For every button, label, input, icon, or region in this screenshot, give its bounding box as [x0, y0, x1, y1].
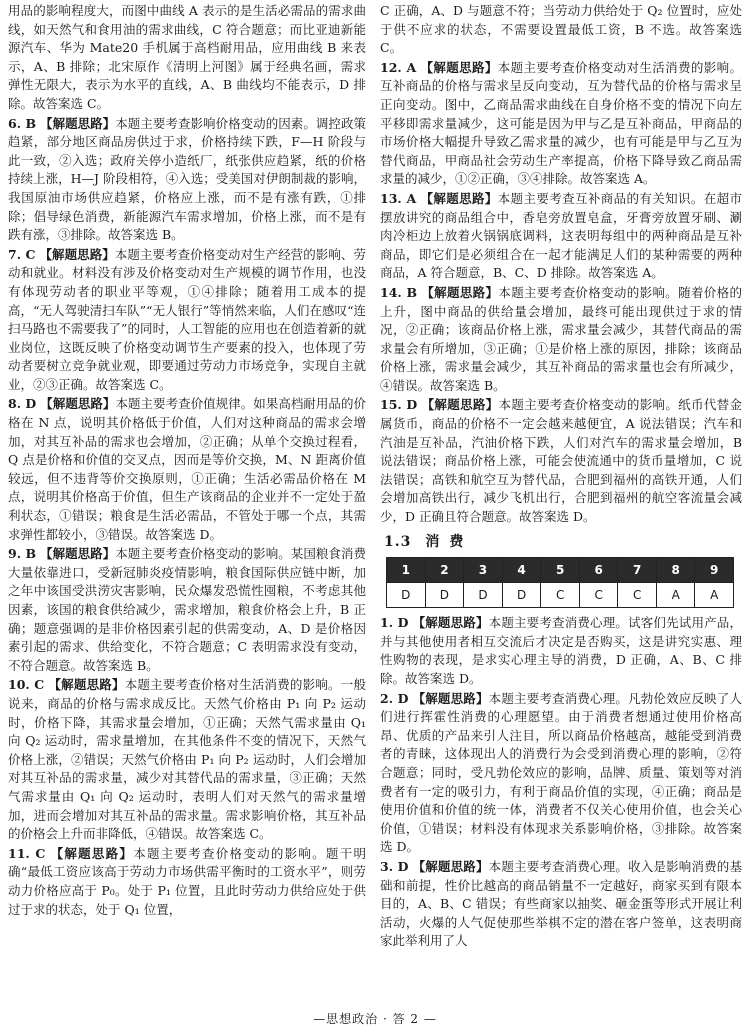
item-number: 7. C — [8, 246, 36, 262]
item-lead: 【解题思路】 — [421, 397, 499, 413]
item-text: 本题主要考查价格变动的影响。某国粮食消费大量依靠进口，受新冠肺炎疫情影响，粮食国际供应链中断，加之年中该国受洪涝灾害影响，民众爆发恐慌性囤粮，不考虑其他因素，该国的粮食供给减少，需求增加，粮食价格会上升，B 正确；题意强调的是非价格因素引起的供需变动，A、D 是价格因素引起的需求、供给变化，不符合题意；C 表明需求没有变动，不符合题意。故答案选 B。 — [8, 546, 366, 673]
item-number: 6. B — [8, 115, 37, 131]
answer-cell: D — [502, 583, 541, 608]
answer-item-1-3-1 — [380, 614, 742, 688]
question-number-cell: 3 — [464, 558, 503, 583]
item-number: 13. A — [380, 190, 417, 206]
answer-item-12 — [380, 59, 742, 189]
answer-table — [386, 557, 734, 608]
answer-item-11 — [8, 845, 366, 919]
item-lead: 【解题思路】 — [40, 546, 116, 562]
answer-item-14 — [380, 284, 742, 396]
item-text: 本题主要考查消费心理。凡勃伦效应反映了人们进行挥霍性消费的心理愿望。由于消费者想通过使用价格高昂、优质的产品来引人注目，所以商品价格越高，越能受到消费者的青睐，这体现出人的消费行为会受到消费心理的影响，②符合题意；同时，受凡勃伦效应的影响，品牌、质量、策划等对消费者有一定的吸引力，有利于商品价值的实现，④正确；商品是使用价值和价值的统一体，消费者不仅关心使用价值，也会关心价值，①错误；材料没有体现求关系影响价格，③排除。故答案选 D。 — [380, 690, 742, 855]
section-name: 消费 — [425, 533, 474, 550]
item-number: 15. D — [380, 397, 418, 413]
item-lead: 【解题思路】 — [48, 677, 125, 693]
item-text: 本题主要考查价格变动的影响。纸币代替金属货币，商品的价格不一定会越来越便宜，A 说法错误；汽车和汽油是互补品，汽油价格下跌，人们对汽车的需求量会增加，B 说法错误；商品价格上涨，可能会使流通中的货币量增加，C 说法错误；高铁和航空互为替代品，合肥到福州的高铁开通，人们会增加高铁出行，减少飞机出行，合肥到福州的航空客流量会减少，D 正确且符合题意。故答案选 D。 — [380, 397, 742, 525]
answer-cell: C — [579, 583, 618, 608]
answer-item-13 — [380, 190, 742, 283]
item-number: 3. D — [380, 858, 409, 874]
item-text: 用品的影响程度大，而图中曲线 A 表示的是生活必需品的需求曲线，如天然气和食用油的需求曲线，C 符合题意；而比亚迪新能源汽车、华为 Mate20 手机属于高档耐用品，应用曲线 B 来表示，A、B 排除；北宋原作《清明上河图》属于经典名画，需求弹性无限大，表示为水平的直线，A、B 曲线均不能表示，D 排除。故答案选 C。 — [8, 3, 366, 111]
answer-cell: D — [425, 583, 464, 608]
item-lead: 【解题思路】 — [39, 246, 115, 262]
answer-item-15 — [380, 396, 742, 526]
answer-cell: D — [464, 583, 503, 608]
item-lead: 【解题思路】 — [420, 190, 498, 206]
item-number: 9. B — [8, 546, 37, 562]
item-text: 本题主要考查影响价格变动的因素。调控政策趋紧，部分地区商品房供过于求，价格持续下跌，F—H 阶段与此一致，②入选；政府关停小造纸厂，纸张供应趋紧，纸的价格持续上涨，H—J 阶段相符，④入选；受美国对伊朗制裁的影响，我国原油市场供应趋紧，价格应上涨，而不是有涨有跌，①排除；倡导绿色消费，新能源汽车需求增加，价格上涨，而不是有跌有涨，③排除。故答案选 B。 — [8, 115, 366, 243]
answer-item-1-3-2 — [380, 690, 742, 857]
answer-item-9 — [8, 545, 366, 675]
answer-cell: A — [656, 583, 695, 608]
item-text: C 正确，A、D 与题意不符；当劳动力供给处于 Q₂ 位置时，应处于供不应求的状态，不需要设置最低工资，B 不选。故答案选 C。 — [380, 3, 742, 56]
item-text: 本题主要考查价格变动对生产经营的影响、劳动和就业。材料没有涉及价格变动对生产规模的调节作用，也没有体现劳动者的职业平等观，①④排除；随着用工成本的提高，“无人驾驶清扫车队”“无人银行”等悄然来临，人们在感叹“连扫马路也不需要我了”的同时，人工智能的应用也在创造着新的就业岗位，这既反映了价格变动调节生产要素的投入，也体现了劳动者要树立竞争就业观，即要通过劳动力市场竞争，实现自主就业，②③正确。故答案选 C。 — [8, 246, 366, 392]
answer-item-8 — [8, 395, 366, 544]
answer-item-1-3-3 — [380, 858, 742, 951]
answer-table-header-row — [387, 558, 734, 583]
answer-item-6 — [8, 115, 366, 245]
answer-cell: D — [387, 583, 426, 608]
answer-item-10 — [8, 676, 366, 843]
item-number: 10. C — [8, 677, 45, 693]
item-lead: 【解题思路】 — [50, 845, 134, 861]
section-title — [384, 533, 742, 552]
question-number-cell: 9 — [695, 558, 734, 583]
item-lead: 【解题思路】 — [412, 615, 489, 631]
answer-item-7 — [8, 246, 366, 395]
item-text: 本题主要考查价格对生活消费的影响。一般说来，商品的价格与需求成反比。天然气价格由 P₁ 向 P₂ 运动时，价格下降，其需求量会增加，①正确；天然气需求量由 Q₁ 向 Q₂ 运动时，需求量增加，在其他条件不变的情况下，天然气价格上涨，②错误；天然气价格由 P₁ 向 P₂ 运动时，人们会增加对其互补品的需求量，减少对其替代品的需求量，③正确；天然气需求量由 Q₁ 向 Q₂ 运动时，表明人们对天然气的需求量增加，进而会增加对其互补品的需求量。需求影响价格，其互补品的价格会上升而非降低，④错误。故答案选 C。 — [8, 677, 366, 842]
item-number: 1. D — [380, 615, 409, 631]
item-number: 2. D — [380, 690, 409, 706]
question-number-cell: 4 — [502, 558, 541, 583]
answer-item-5-cont — [8, 2, 366, 114]
item-lead: 【解题思路】 — [412, 858, 489, 874]
item-number: 11. C — [8, 845, 46, 861]
answer-cell: A — [695, 583, 734, 608]
question-number-cell: 5 — [541, 558, 580, 583]
item-text: 本题主要考查消费心理。试客们先试用产品，并与其他使用者相互交流后才决定是否购买，这是讲究实惠、理性购物的表现，是求实心理主导的消费，D 正确，A、B、C 排除。故答案选 D。 — [380, 615, 742, 686]
answer-table-answer-row — [387, 583, 734, 608]
page-footer: —思想政治 · 答 2 — — [313, 1012, 437, 1026]
item-lead: 【解题思路】 — [40, 115, 116, 131]
left-column — [8, 2, 366, 1002]
section-number: 1.3 — [384, 533, 412, 550]
item-text: 本题主要考查价格变动对生活消费的影响。互补商品的价格与需求呈反向变动，互为替代品的价格与需求呈正向变动。图中，乙商品需求曲线在自身价格不变的情况下向左平移即需求量减少，这可能是因为甲与乙是互补商品，甲商品的市场价格大幅提升导致乙需求量的减少，也有可能是甲与乙互为替代商品，甲商品社会劳动生产率提高，价格下降导致乙商品需求量的减少，①②正确，③④排除。故答案选 A。 — [380, 59, 742, 187]
answer-cell: C — [541, 583, 580, 608]
item-number: 14. B — [380, 284, 418, 300]
answer-cell: C — [618, 583, 657, 608]
item-text: 本题主要考查价值规律。如果高档耐用品的价格在 N 点，说明其价格低于价值，人们对这种商品的需求会增加，对其互补品的需求也会增加，②正确；从单个交换过程看，Q 点是价格和价值的交叉点，因而是等价交换，M、N 距离价值较远，但不违背等价交换原则，①正确；生活必需品价格在 M 点，说明其价格高于价值，但生产该商品的企业并不一定处于盈利状态，①错误；粮食是生活必需品，不管处于哪一个点，其需求弹性都较小，③错误。故答案选 D。 — [8, 396, 366, 542]
item-number: 12. A — [380, 59, 417, 75]
item-number: 8. D — [8, 396, 37, 412]
item-text: 本题主要考查价格变动的影响。随着价格的上升，图中商品的供给量会增加，最终可能出现供过于求的情况，②正确；该商品价格上涨，需求量会减少，其替代商品的需求量会有所增加，③正确；①是价格上涨的原因，排除；该商品价格上涨，需求量会减少，其互补商品的需求量也会有所减少，④错误。故答案选 B。 — [380, 284, 742, 393]
item-lead: 【解题思路】 — [412, 690, 489, 706]
item-lead: 【解题思路】 — [421, 284, 499, 300]
question-number-cell: 8 — [656, 558, 695, 583]
question-number-cell: 7 — [618, 558, 657, 583]
item-text: 本题主要考查价格变动的影响。题干明确“最低工资应该高于劳动力市场供需平衡时的工资水平”，则劳动力价格应高于 P₀。处于 P₁ 位置，且此时劳动力供给应处于供过于求的状态，处于 Q₁ 位置， — [8, 845, 366, 917]
item-lead: 【解题思路】 — [420, 59, 498, 75]
question-number-cell: 1 — [387, 558, 426, 583]
right-column — [380, 2, 742, 1002]
item-text: 本题主要考查消费心理。收入是影响消费的基础和前提，性价比越高的商品销量不一定越好，商家买到有限本目的，A、B、C 错误；有些商家以抽奖、砸金蛋等形式开展让利活动，火爆的人气促使那些举棋不定的潜在客户签单，这表明商家此举利用了人 — [380, 858, 742, 949]
item-text: 本题主要考查互补商品的有关知识。在超市摆放讲究的商品组合中，香皂旁放置皂盒，牙膏旁放置牙刷、涮肉冷柜边上放着火锅锅底调料，这表明每组中的两种商品是互补商品，即它们是必须组合在一起才能满足人们的某种需要的两种商品，A 符合题意，B、C、D 排除。故答案选 A。 — [380, 190, 742, 281]
item-lead: 【解题思路】 — [40, 396, 116, 412]
question-number-cell: 6 — [579, 558, 618, 583]
question-number-cell: 2 — [425, 558, 464, 583]
answer-item-11-cont — [380, 2, 742, 58]
